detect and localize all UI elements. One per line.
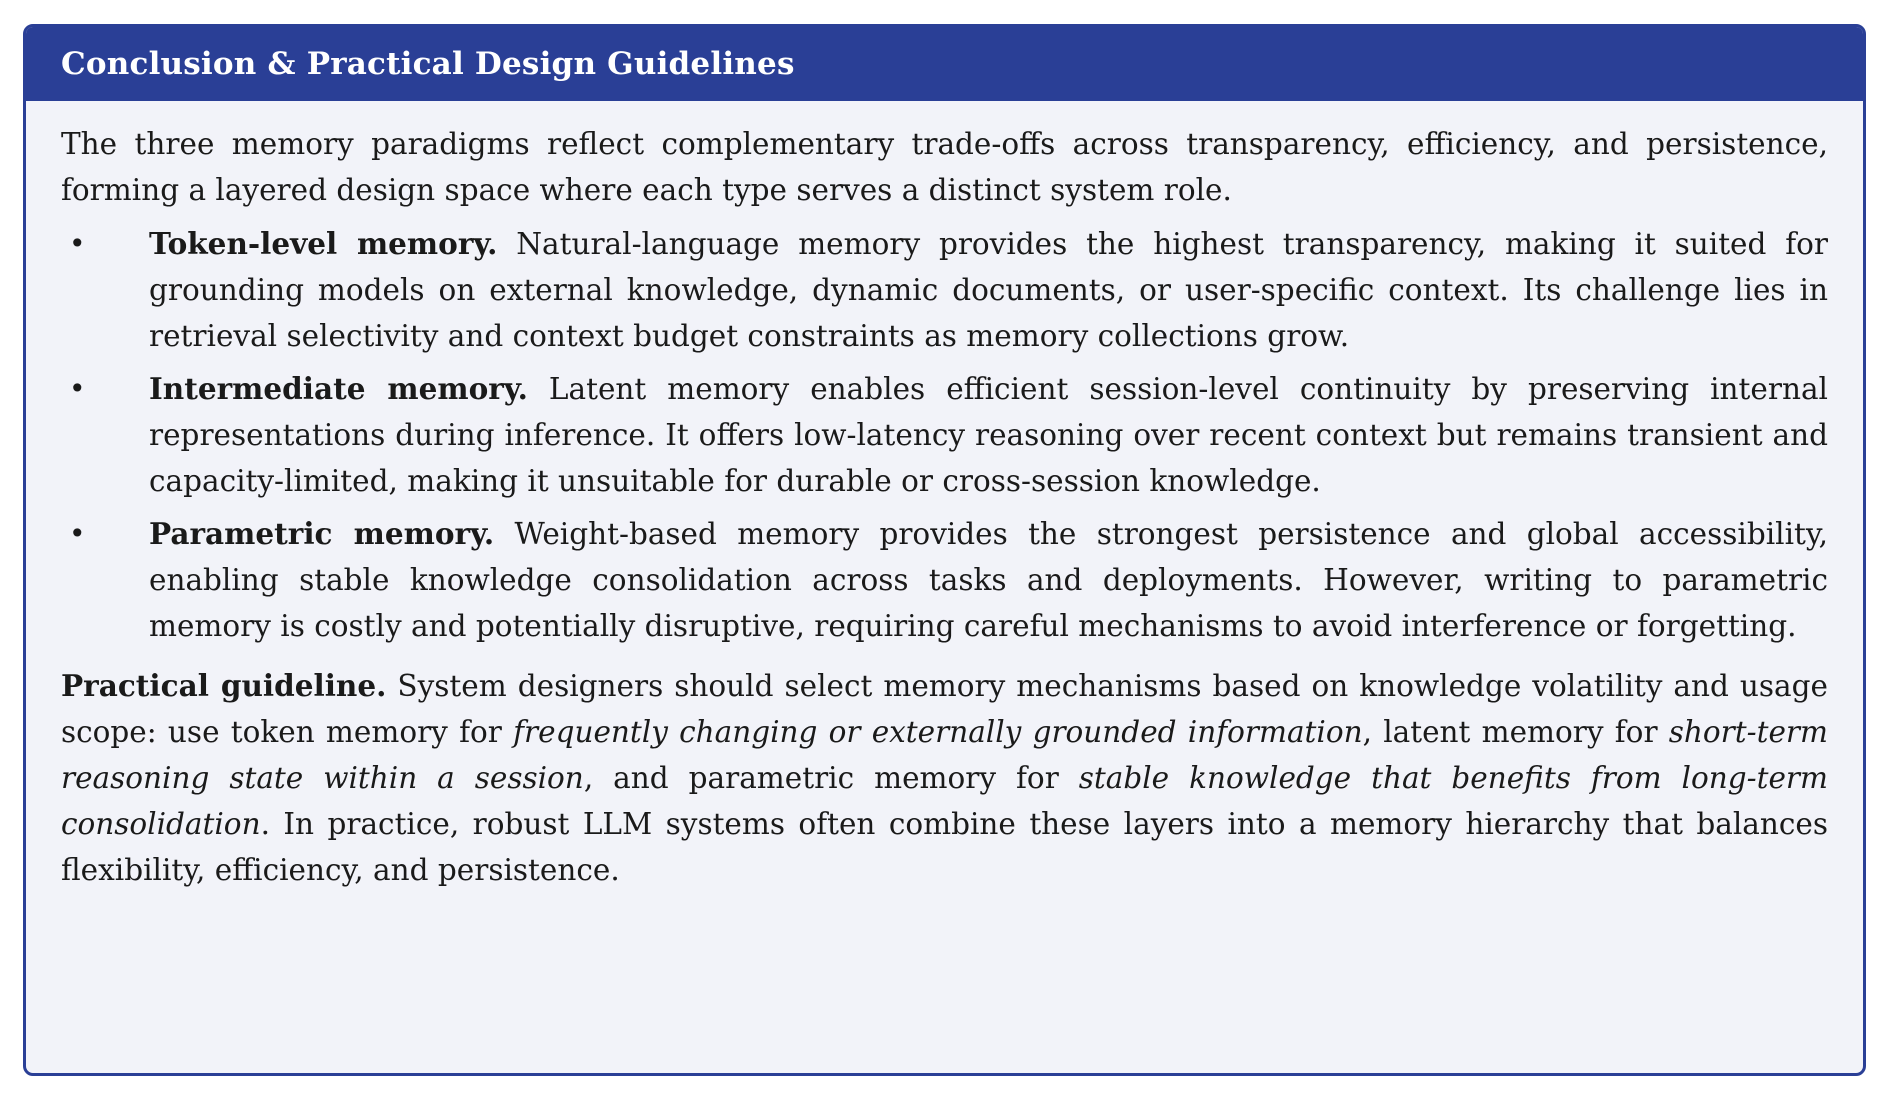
guideline-text-2: , latent memory for [1362, 715, 1658, 749]
bullet-icon: • [69, 372, 86, 405]
guideline-heading: Practical guideline. [61, 668, 387, 703]
guideline-italic-2: short-term reasoning state within a session [61, 715, 1828, 795]
practical-guideline-paragraph [61, 663, 1828, 893]
list-item-parametric [61, 511, 1828, 649]
guideline-text-1: System designers should select memory mechanisms based on knowledge volatility and usage scope: use token memory for [61, 669, 1828, 749]
box-body [26, 101, 1863, 893]
guideline-italic-1: frequently changing or externally grounded information [513, 715, 1363, 749]
bullet-icon: • [69, 517, 86, 550]
item-text: Latent memory enables efficient session-level continuity by preserving internal representations during inference. It offers low-latency reasoning over recent context but remains transient and capacity-limited, making it unsuitable for durable or cross-session knowledge. [149, 372, 1828, 498]
memory-type-list [61, 221, 1828, 649]
bullet-icon: • [69, 227, 86, 260]
conclusion-box [23, 24, 1866, 1076]
item-heading: Intermediate memory. [149, 371, 528, 406]
box-title: Conclusion & Practical Design Guidelines [26, 27, 1863, 101]
intro-paragraph: The three memory paradigms reflect complementary trade-offs across transparency, efficiency, and persistence, forming a layered design space where each type serves a distinct system role. [61, 127, 1828, 207]
item-text: Weight-based memory provides the strongest persistence and global accessibility, enabling stable knowledge consolidation across tasks and deployments. However, writing to parametric memory is costly and potentially disruptive, requiring careful mechanisms to avoid interference or forgetting. [149, 517, 1828, 643]
item-heading: Parametric memory. [149, 516, 495, 551]
item-heading: Token-level memory. [149, 226, 498, 261]
list-item-intermediate [61, 366, 1828, 504]
guideline-text-3: , and parametric memory for [583, 761, 1059, 795]
list-item-token-level [61, 221, 1828, 359]
guideline-italic-3: stable knowledge that benefits from long-term consolidation [61, 761, 1828, 841]
guideline-text-4: . In practice, robust LLM systems often combine these layers into a memory hierarchy that balances flexibility, efficiency, and persistence. [61, 807, 1828, 887]
item-text: Natural-language memory provides the highest transparency, making it suited for grounding models on external knowledge, dynamic documents, or user-specific context. Its challenge lies in retrieval selectivity and context budget constraints as memory collections grow. [149, 227, 1828, 353]
